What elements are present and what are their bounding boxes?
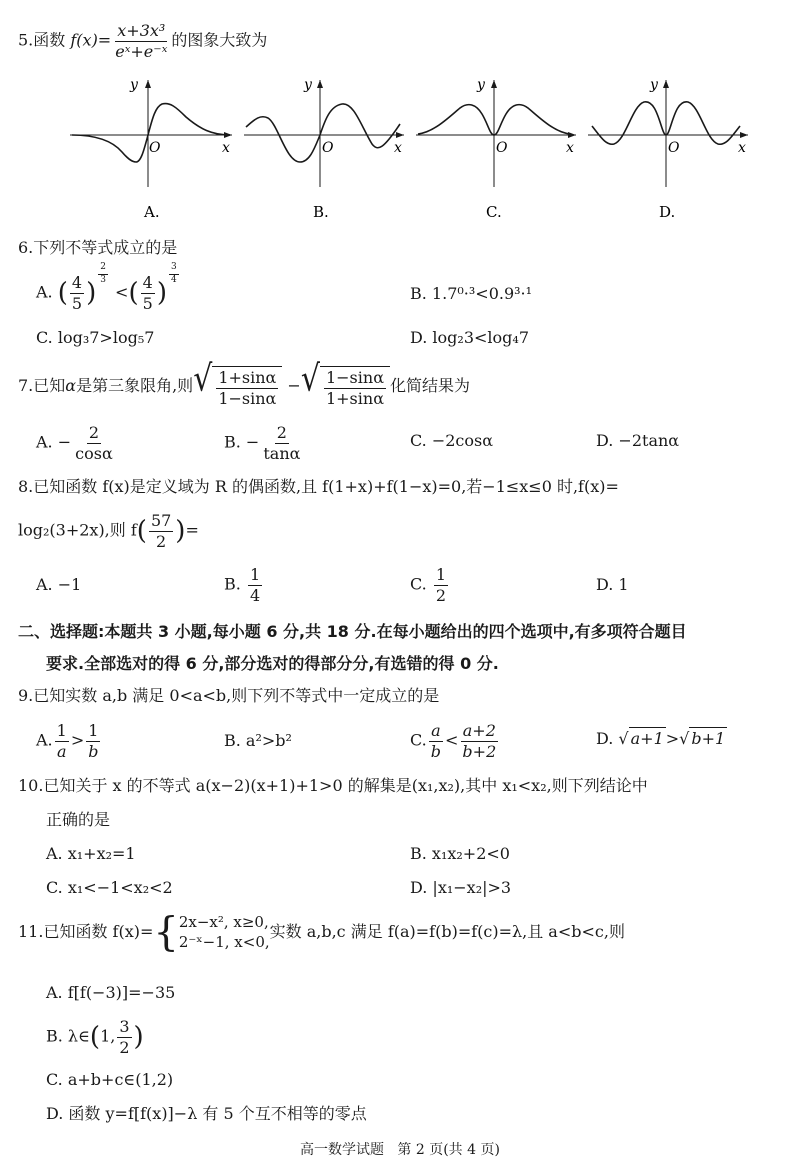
q7-sqrt-1: √ $\frac{1+\sin\alpha}{1-\sin\alpha}$: [193, 366, 282, 407]
graph-a-origin: O: [149, 140, 161, 156]
q11-option-c: C. a+b+c∈(1,2): [46, 1070, 174, 1089]
section-2-heading-cont: 要求.全部选对的得 6 分,部分选对的得部分分,有选错的得 0 分.: [46, 654, 499, 673]
q8-option-c-den: 2: [435, 585, 447, 605]
q9-c-n1: a: [431, 721, 441, 740]
q8-option-b-den: 4: [249, 585, 261, 605]
q9-stem: 9.已知实数 a,b 满足 0<a<b,则下列不等式中一定成立的是: [18, 686, 440, 705]
q11-option-a: A. f[f(−3)]=−35: [46, 983, 176, 1002]
q11-option-b-den: 2: [119, 1037, 130, 1057]
graph-b-label: B.: [313, 203, 329, 221]
q5-suffix: 的图象大致为: [171, 30, 268, 50]
q8-line-2-post: =: [185, 520, 199, 540]
q11-case-2: 2⁻ˣ−1, x<0,: [178, 933, 270, 952]
q5-function: f(x)=: [70, 30, 112, 50]
q10-option-c: C. x₁<−1<x₂<2: [46, 878, 173, 897]
q6-option-d: D. log₂3<log₄7: [410, 328, 530, 347]
graph-c-y-label: y: [477, 77, 485, 93]
q9-d-radicand-2: b+1: [691, 729, 726, 748]
q8-option-b: [224, 566, 264, 604]
q7-sqrt-1-num: 1+sinα: [218, 368, 277, 387]
q11-option-b-label: B. λ∈: [46, 1026, 90, 1046]
q6-option-a-label: A.: [36, 282, 53, 302]
section-2-heading: 二、选择题:本题共 3 小题,每小题 6 分,共 18 分.在每小题给出的四个选项中,有多项符合题目: [18, 622, 687, 641]
q5-fraction: [113, 22, 169, 60]
q8-option-d: D. 1: [596, 575, 629, 594]
q6-stem: 6.下列不等式成立的是: [18, 238, 178, 257]
q9-option-d-label: D.: [596, 729, 614, 748]
q9-option-a: [36, 722, 102, 760]
q8-option-a: A. −1: [36, 575, 82, 594]
q7-prefix: 7.已知: [18, 376, 66, 396]
q10-line-1: 10.已知关于 x 的不等式 a(x−2)(x+1)+1>0 的解集是(x₁,x₂),其中 x₁<x₂,则下列结论中: [18, 776, 648, 795]
q9-a-n1: 1: [56, 721, 67, 740]
graph-d-origin: O: [668, 140, 680, 156]
q7-sqrt-2: √ $\frac{1-\sin\alpha}{1+\sin\alpha}$: [301, 366, 390, 407]
q11-option-b-num: 3: [119, 1017, 130, 1036]
q11-prefix: 11.已知函数 f(x)=: [18, 921, 154, 941]
q7-alpha: α: [65, 376, 77, 396]
graph-a-x-label: x: [222, 140, 230, 156]
q7-stem: 7.已知α是第三象限角,则 √ $\frac{1+\sin\alpha}{1-\sin\alpha}$ − √ $\frac{1-\sin\alpha}{1+\sin\alpha}$ 化简结果为: [18, 358, 471, 408]
q9-a-n2: 1: [88, 721, 99, 740]
q9-d-radicand-1: a+1: [630, 729, 664, 748]
q8-option-b-label: B.: [224, 574, 241, 594]
q11-option-d: D. 函数 y=f[f(x)]−λ 有 5 个互不相等的零点: [46, 1104, 367, 1123]
graph-a-label: A.: [144, 203, 160, 221]
q7-mid: 是第三象限角,则: [76, 376, 194, 396]
q11-option-b: B. λ∈(1, $\frac{3}{2}$ ): [46, 1017, 144, 1057]
q9-option-a-label: A.: [36, 730, 53, 750]
q8-option-c: [410, 566, 450, 604]
graph-b-x-label: x: [394, 140, 402, 156]
q10-option-a: A. x₁+x₂=1: [46, 844, 136, 863]
q11-suffix: 实数 a,b,c 满足 f(a)=f(b)=f(c)=λ,且 a<b<c,则: [269, 921, 625, 941]
q5-denominator: eˣ+e⁻ˣ: [115, 41, 168, 61]
q8-option-b-num: 1: [249, 565, 261, 584]
q11-option-b-low: 1,: [100, 1026, 116, 1046]
q6-option-b: B. 1.7⁰·³<0.9³·¹: [410, 284, 533, 303]
q9-option-d: D. √ a+1 >√ b+1: [596, 729, 726, 748]
q5-graphs: [0, 62, 800, 222]
q7-option-a: [36, 424, 117, 462]
q7-option-a-den: cosα: [75, 443, 113, 463]
q7-sqrt-2-num: 1−sinα: [325, 368, 384, 387]
q5-stem: [18, 22, 267, 60]
q6-option-c: C. log₃7>log₅7: [36, 328, 155, 347]
graph-d-label: D.: [659, 203, 676, 221]
q5-label: 5.函数: [18, 30, 66, 50]
q8-line-2: log₂(3+2x),则 f( $\frac{57}{2}$ )=: [18, 511, 199, 551]
graph-b-y-label: y: [304, 77, 312, 93]
q9-c-d1: b: [430, 741, 442, 761]
q7-option-c: C. −2cosα: [410, 431, 494, 450]
q7-option-a-num: 2: [88, 423, 100, 442]
q7-option-b-den: tanα: [263, 443, 301, 463]
page-footer: 高一数学试题 第 2 页(共 4 页): [300, 1142, 500, 1158]
q7-option-a-label: A. −: [36, 432, 72, 452]
q7-option-d: D. −2tanα: [596, 431, 680, 450]
q9-a-d1: a: [56, 741, 67, 761]
graph-a-y-label: y: [130, 77, 138, 93]
graph-c-label: C.: [486, 203, 502, 221]
q8-line-2-pre: log₂(3+2x),则 f: [18, 520, 137, 540]
q7-option-b-num: 2: [276, 423, 287, 442]
q8-frac-den: 2: [156, 531, 167, 551]
graph-c: [416, 77, 576, 221]
q11-stem: 11.已知函数 f(x)={ 2x−x², x≥0, 2⁻ˣ−1, x<0, 实数 a,b,c 满足 f(a)=f(b)=f(c)=λ,且 a<b<c,则: [18, 909, 625, 956]
q7-option-b: [224, 424, 304, 462]
q8-option-c-label: C.: [410, 574, 427, 594]
graph-d: [588, 77, 748, 221]
graph-b-origin: O: [322, 140, 334, 156]
q11-case-1: 2x−x², x≥0,: [178, 913, 269, 931]
q9-option-c: [410, 722, 500, 760]
q9-c-d2: b+2: [462, 741, 497, 761]
q7-suffix: 化简结果为: [390, 376, 471, 396]
graph-c-origin: O: [496, 140, 508, 156]
q11-cases: [179, 912, 270, 953]
q9-c-op: <: [445, 730, 459, 750]
graph-d-y-label: y: [650, 77, 658, 93]
graph-d-x-label: x: [738, 140, 746, 156]
q6-option-a: A. ( $\frac{4}{5}$ ) $^{\frac{2}{3}}$ <( $\frac{4}{5}$ ) $^{\frac{3}{4}}$: [36, 262, 177, 313]
q9-d-op: >: [665, 729, 680, 748]
q8-frac-num: 57: [150, 511, 172, 530]
graph-a: [70, 77, 232, 221]
q10-option-d: D. |x₁−x₂|>3: [410, 878, 512, 897]
graph-b: [244, 77, 404, 221]
q7-sqrt-2-den: 1+sinα: [325, 388, 384, 408]
q8-line-1: 8.已知函数 f(x)是定义域为 R 的偶函数,且 f(1+x)+f(1−x)=0,若−1≤x≤0 时,f(x)=: [18, 477, 619, 496]
q8-option-c-num: 1: [435, 565, 447, 584]
q5-numerator: x+3x³: [117, 21, 166, 40]
q10-line-2: 正确的是: [46, 810, 111, 829]
q7-sqrt-1-den: 1−sinα: [218, 388, 277, 408]
q9-a-d2: b: [88, 741, 99, 761]
q9-c-n2: a+2: [462, 721, 496, 740]
q10-option-b: B. x₁x₂+2<0: [410, 844, 510, 863]
graph-c-x-label: x: [566, 140, 574, 156]
q9-option-b: B. a²>b²: [224, 731, 292, 750]
q7-option-b-label: B. −: [224, 432, 260, 452]
q9-option-c-label: C.: [410, 730, 427, 750]
q9-a-op: >: [70, 730, 85, 750]
